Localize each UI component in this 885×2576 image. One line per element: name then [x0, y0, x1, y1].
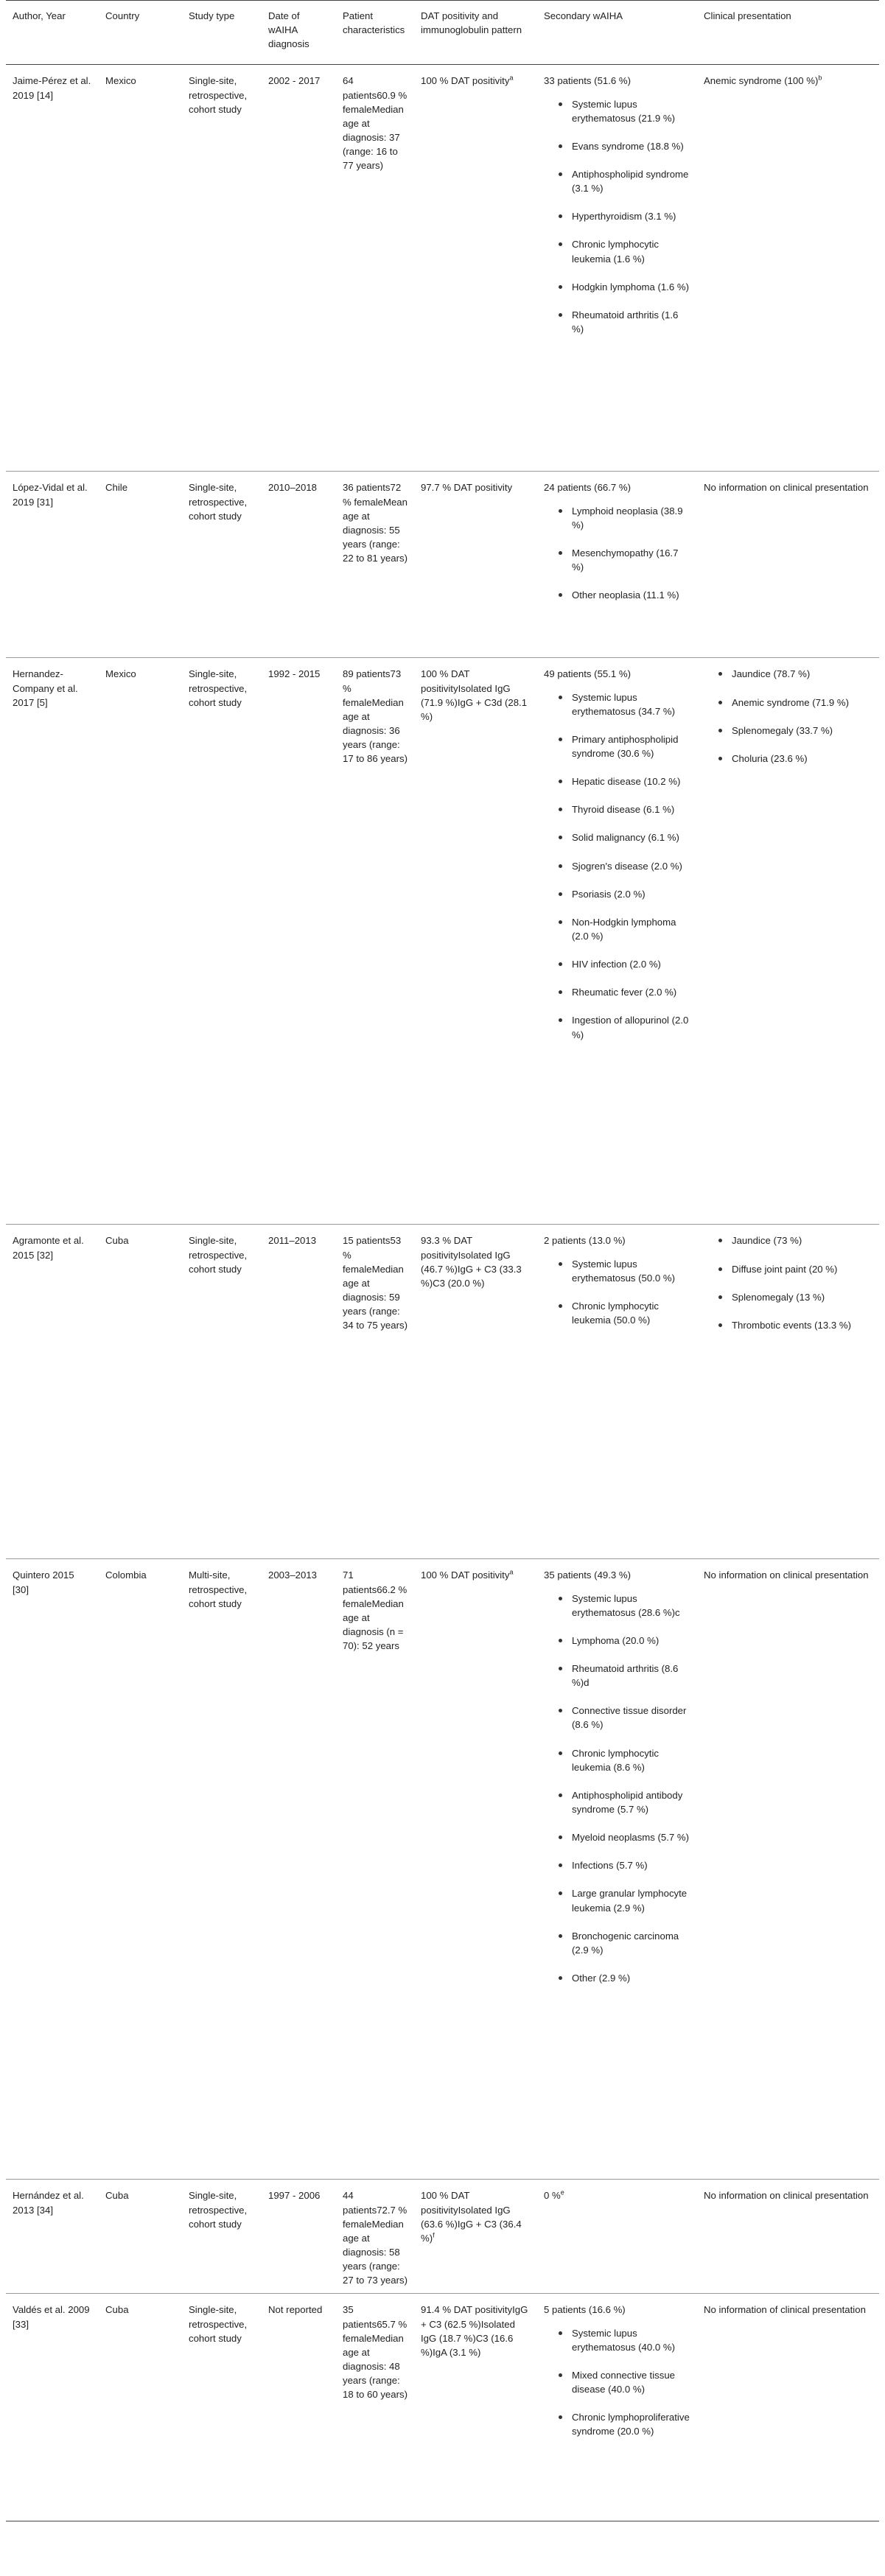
table-row: [6, 658, 879, 1225]
secondary-summary: 24 patients (66.7 %): [544, 482, 632, 494]
cell-secondary: [537, 472, 697, 658]
list-item: Systemic lupus erythematosus (34.7 %): [559, 690, 690, 718]
cell-dat: [414, 2180, 537, 2294]
secondary-summary: 33 patients (51.6 %): [544, 75, 632, 87]
cell-patients: 71 patients66.2 % femaleMedian age at diagnosis (n = 70): 52 years: [336, 1559, 414, 2180]
list-item: Sjogren's disease (2.0 %): [559, 859, 690, 873]
header-study-type: Study type: [182, 1, 262, 65]
secondary-summary: 5 patients (16.6 %): [544, 2304, 626, 2316]
footnote-marker: f: [433, 2231, 435, 2239]
secondary-list: [544, 1592, 690, 1986]
list-item: Antiphospholipid antibody syndrome (5.7 %): [559, 1788, 690, 1816]
list-item: Systemic lupus erythematosus (21.9 %): [559, 97, 690, 125]
dat-text: 100 % DAT positivity: [421, 1569, 510, 1581]
list-item: Hepatic disease (10.2 %): [559, 774, 690, 788]
list-item: Rheumatic fever (2.0 %): [559, 985, 690, 999]
list-item: Systemic lupus erythematosus (28.6 %)c: [559, 1592, 690, 1620]
cell-date: 1997 - 2006: [262, 2180, 336, 2294]
list-item: Anemic syndrome (71.9 %): [718, 696, 872, 710]
cell-study-type: Single-site, retrospective, cohort study: [182, 2180, 262, 2294]
cell-clinical: No information on clinical presentation: [697, 472, 879, 658]
footnote-marker: b: [818, 74, 822, 83]
list-item: Lymphoid neoplasia (38.9 %): [559, 504, 690, 532]
header-row: [6, 1, 879, 65]
cell-dat: 91.4 % DAT positivityIgG + C3 (62.5 %)Isolated IgG (18.7 %)C3 (16.6 %)IgA (3.1 %): [414, 2294, 537, 2521]
secondary-list: [544, 504, 690, 603]
cell-author: Hernandez-Company et al. 2017 [5]: [6, 658, 99, 1225]
list-item: Hyperthyroidism (3.1 %): [559, 209, 690, 223]
list-item: Splenomegaly (13 %): [718, 1290, 872, 1304]
cell-secondary: [537, 2180, 697, 2294]
cell-patients: 64 patients60.9 % femaleMedian age at diagnosis: 37 (range: 16 to 77 years): [336, 65, 414, 472]
cell-country: Cuba: [99, 1225, 182, 1559]
list-item: Antiphospholipid syndrome (3.1 %): [559, 167, 690, 195]
table-row: [6, 472, 879, 658]
cell-date: 2002 - 2017: [262, 65, 336, 472]
cell-author: López-Vidal et al. 2019 [31]: [6, 472, 99, 658]
list-item: Mixed connective tissue disease (40.0 %): [559, 2368, 690, 2396]
list-item: Solid malignancy (6.1 %): [559, 830, 690, 844]
cell-country: Chile: [99, 472, 182, 658]
list-item: Infections (5.7 %): [559, 1858, 690, 1872]
cell-patients: 15 patients53 % femaleMedian age at diagnosis: 59 years (range: 34 to 75 years): [336, 1225, 414, 1559]
header-author-year: Author, Year: [6, 1, 99, 65]
cell-author: Valdés et al. 2009 [33]: [6, 2294, 99, 2521]
list-item: Mesenchymopathy (16.7 %): [559, 546, 690, 574]
table-row: [6, 1559, 879, 2180]
list-item: Evans syndrome (18.8 %): [559, 139, 690, 153]
cell-author: Jaime-Pérez et al. 2019 [14]: [6, 65, 99, 472]
cell-dat: [414, 1559, 537, 2180]
list-item: Diffuse joint paint (20 %): [718, 1262, 872, 1276]
cell-study-type: Multi-site, retrospective, cohort study: [182, 1559, 262, 2180]
cell-secondary: [537, 1225, 697, 1559]
list-item: Primary antiphospholipid syndrome (30.6 %): [559, 732, 690, 760]
cell-dat: [414, 65, 537, 472]
header-secondary-waiha: Secondary wAIHA: [537, 1, 697, 65]
dat-text: 100 % DAT positivityIsolated IgG (63.6 %)IgG + C3 (36.4 %): [421, 2190, 522, 2244]
list-item: Rheumatoid arthritis (1.6 %): [559, 308, 690, 336]
cell-clinical: [697, 65, 879, 472]
secondary-list: [544, 690, 690, 1042]
list-item: Other (2.9 %): [559, 1971, 690, 1985]
cell-secondary: [537, 2294, 697, 2521]
table-row: [6, 1225, 879, 1559]
cell-patients: 89 patients73 % femaleMedian age at diagnosis: 36 years (range: 17 to 86 years): [336, 658, 414, 1225]
list-item: Chronic lymphocytic leukemia (50.0 %): [559, 1299, 690, 1327]
list-item: Thrombotic events (13.3 %): [718, 1318, 872, 1332]
secondary-summary: 2 patients (13.0 %): [544, 1235, 626, 1247]
list-item: Systemic lupus erythematosus (50.0 %): [559, 1257, 690, 1285]
cell-date: 2003–2013: [262, 1559, 336, 2180]
cell-secondary: [537, 1559, 697, 2180]
cell-author: Quintero 2015 [30]: [6, 1559, 99, 2180]
cell-study-type: Single-site, retrospective, cohort study: [182, 1225, 262, 1559]
table-row: [6, 2294, 879, 2521]
cell-clinical: No information of clinical presentation: [697, 2294, 879, 2521]
table-row: [6, 65, 879, 472]
header-clinical-presentation: Clinical presentation: [697, 1, 879, 65]
cell-study-type: Single-site, retrospective, cohort study: [182, 2294, 262, 2521]
cell-study-type: Single-site, retrospective, cohort study: [182, 65, 262, 472]
cell-country: Colombia: [99, 1559, 182, 2180]
cell-date: 1992 - 2015: [262, 658, 336, 1225]
list-item: Psoriasis (2.0 %): [559, 887, 690, 901]
list-item: HIV infection (2.0 %): [559, 957, 690, 971]
header-country: Country: [99, 1, 182, 65]
secondary-list: [544, 97, 690, 337]
list-item: Thyroid disease (6.1 %): [559, 802, 690, 816]
cell-clinical: No information on clinical presentation: [697, 1559, 879, 2180]
cell-study-type: Single-site, retrospective, cohort study: [182, 472, 262, 658]
cell-date: 2011–2013: [262, 1225, 336, 1559]
cell-secondary: [537, 658, 697, 1225]
dat-text: 100 % DAT positivity: [421, 75, 510, 87]
list-item: Lymphoma (20.0 %): [559, 1634, 690, 1648]
footnote-marker: a: [509, 1569, 514, 1577]
cell-country: Cuba: [99, 2294, 182, 2521]
list-item: Splenomegaly (33.7 %): [718, 724, 872, 738]
list-item: Rheumatoid arthritis (8.6 %)d: [559, 1662, 690, 1690]
cell-dat: 100 % DAT positivityIsolated IgG (71.9 %)IgG + C3d (28.1 %): [414, 658, 537, 1225]
cell-date: 2010–2018: [262, 472, 336, 658]
cell-country: Cuba: [99, 2180, 182, 2294]
table-row: [6, 2180, 879, 2294]
header-dat-positivity: DAT positivity and immunoglobulin pattern: [414, 1, 537, 65]
header-patient-characteristics: Patient characteristics: [336, 1, 414, 65]
cell-date: Not reported: [262, 2294, 336, 2521]
list-item: Hodgkin lymphoma (1.6 %): [559, 280, 690, 294]
clinical-text: Anemic syndrome (100 %): [704, 75, 819, 87]
secondary-summary: 49 patients (55.1 %): [544, 668, 632, 680]
cell-study-type: Single-site, retrospective, cohort study: [182, 658, 262, 1225]
cell-secondary: [537, 65, 697, 472]
secondary-summary: 35 patients (49.3 %): [544, 1569, 632, 1581]
secondary-summary: 0 %: [544, 2190, 561, 2202]
cell-dat: 93.3 % DAT positivityIsolated IgG (46.7 %)IgG + C3 (33.3 %)C3 (20.0 %): [414, 1225, 537, 1559]
list-item: Choluria (23.6 %): [718, 752, 872, 766]
list-item: Non-Hodgkin lymphoma (2.0 %): [559, 915, 690, 943]
cell-author: Agramonte et al. 2015 [32]: [6, 1225, 99, 1559]
cell-country: Mexico: [99, 65, 182, 472]
list-item: Bronchogenic carcinoma (2.9 %): [559, 1929, 690, 1957]
list-item: Jaundice (78.7 %): [718, 667, 872, 681]
cell-clinical: [697, 1225, 879, 1559]
list-item: Chronic lymphocytic leukemia (1.6 %): [559, 237, 690, 265]
clinical-list: [704, 667, 872, 766]
cell-patients: 35 patients65.7 % femaleMedian age at diagnosis: 48 years (range: 18 to 60 years): [336, 2294, 414, 2521]
cell-author: Hernández et al. 2013 [34]: [6, 2180, 99, 2294]
list-item: Large granular lymphocyte leukemia (2.9 %): [559, 1886, 690, 1914]
study-table: [6, 0, 879, 2521]
cell-clinical: [697, 658, 879, 1225]
list-item: Chronic lymphoproliferative syndrome (20.0 %): [559, 2410, 690, 2438]
list-item: Other neoplasia (11.1 %): [559, 588, 690, 602]
list-item: Chronic lymphocytic leukemia (8.6 %): [559, 1746, 690, 1774]
table-header: [6, 1, 879, 65]
secondary-list: [544, 2326, 690, 2439]
list-item: Systemic lupus erythematosus (40.0 %): [559, 2326, 690, 2354]
list-item: Connective tissue disorder (8.6 %): [559, 1704, 690, 1732]
list-item: Jaundice (73 %): [718, 1233, 872, 1247]
cell-dat: 97.7 % DAT positivity: [414, 472, 537, 658]
cell-clinical: No information on clinical presentation: [697, 2180, 879, 2294]
header-date-of-diagnosis: Date of wAIHA diagnosis: [262, 1, 336, 65]
footnote-marker: a: [509, 74, 514, 83]
footnote-marker: e: [560, 2189, 564, 2197]
cell-patients: 36 patients72 % femaleMean age at diagnosis: 55 years (range: 22 to 81 years): [336, 472, 414, 658]
secondary-list: [544, 1257, 690, 1328]
list-item: Ingestion of allopurinol (2.0 %): [559, 1013, 690, 1041]
clinical-list: [704, 1233, 872, 1332]
cell-patients: 44 patients72.7 % femaleMedian age at diagnosis: 58 years (range: 27 to 73 years): [336, 2180, 414, 2294]
cell-country: Mexico: [99, 658, 182, 1225]
list-item: Myeloid neoplasms (5.7 %): [559, 1830, 690, 1844]
